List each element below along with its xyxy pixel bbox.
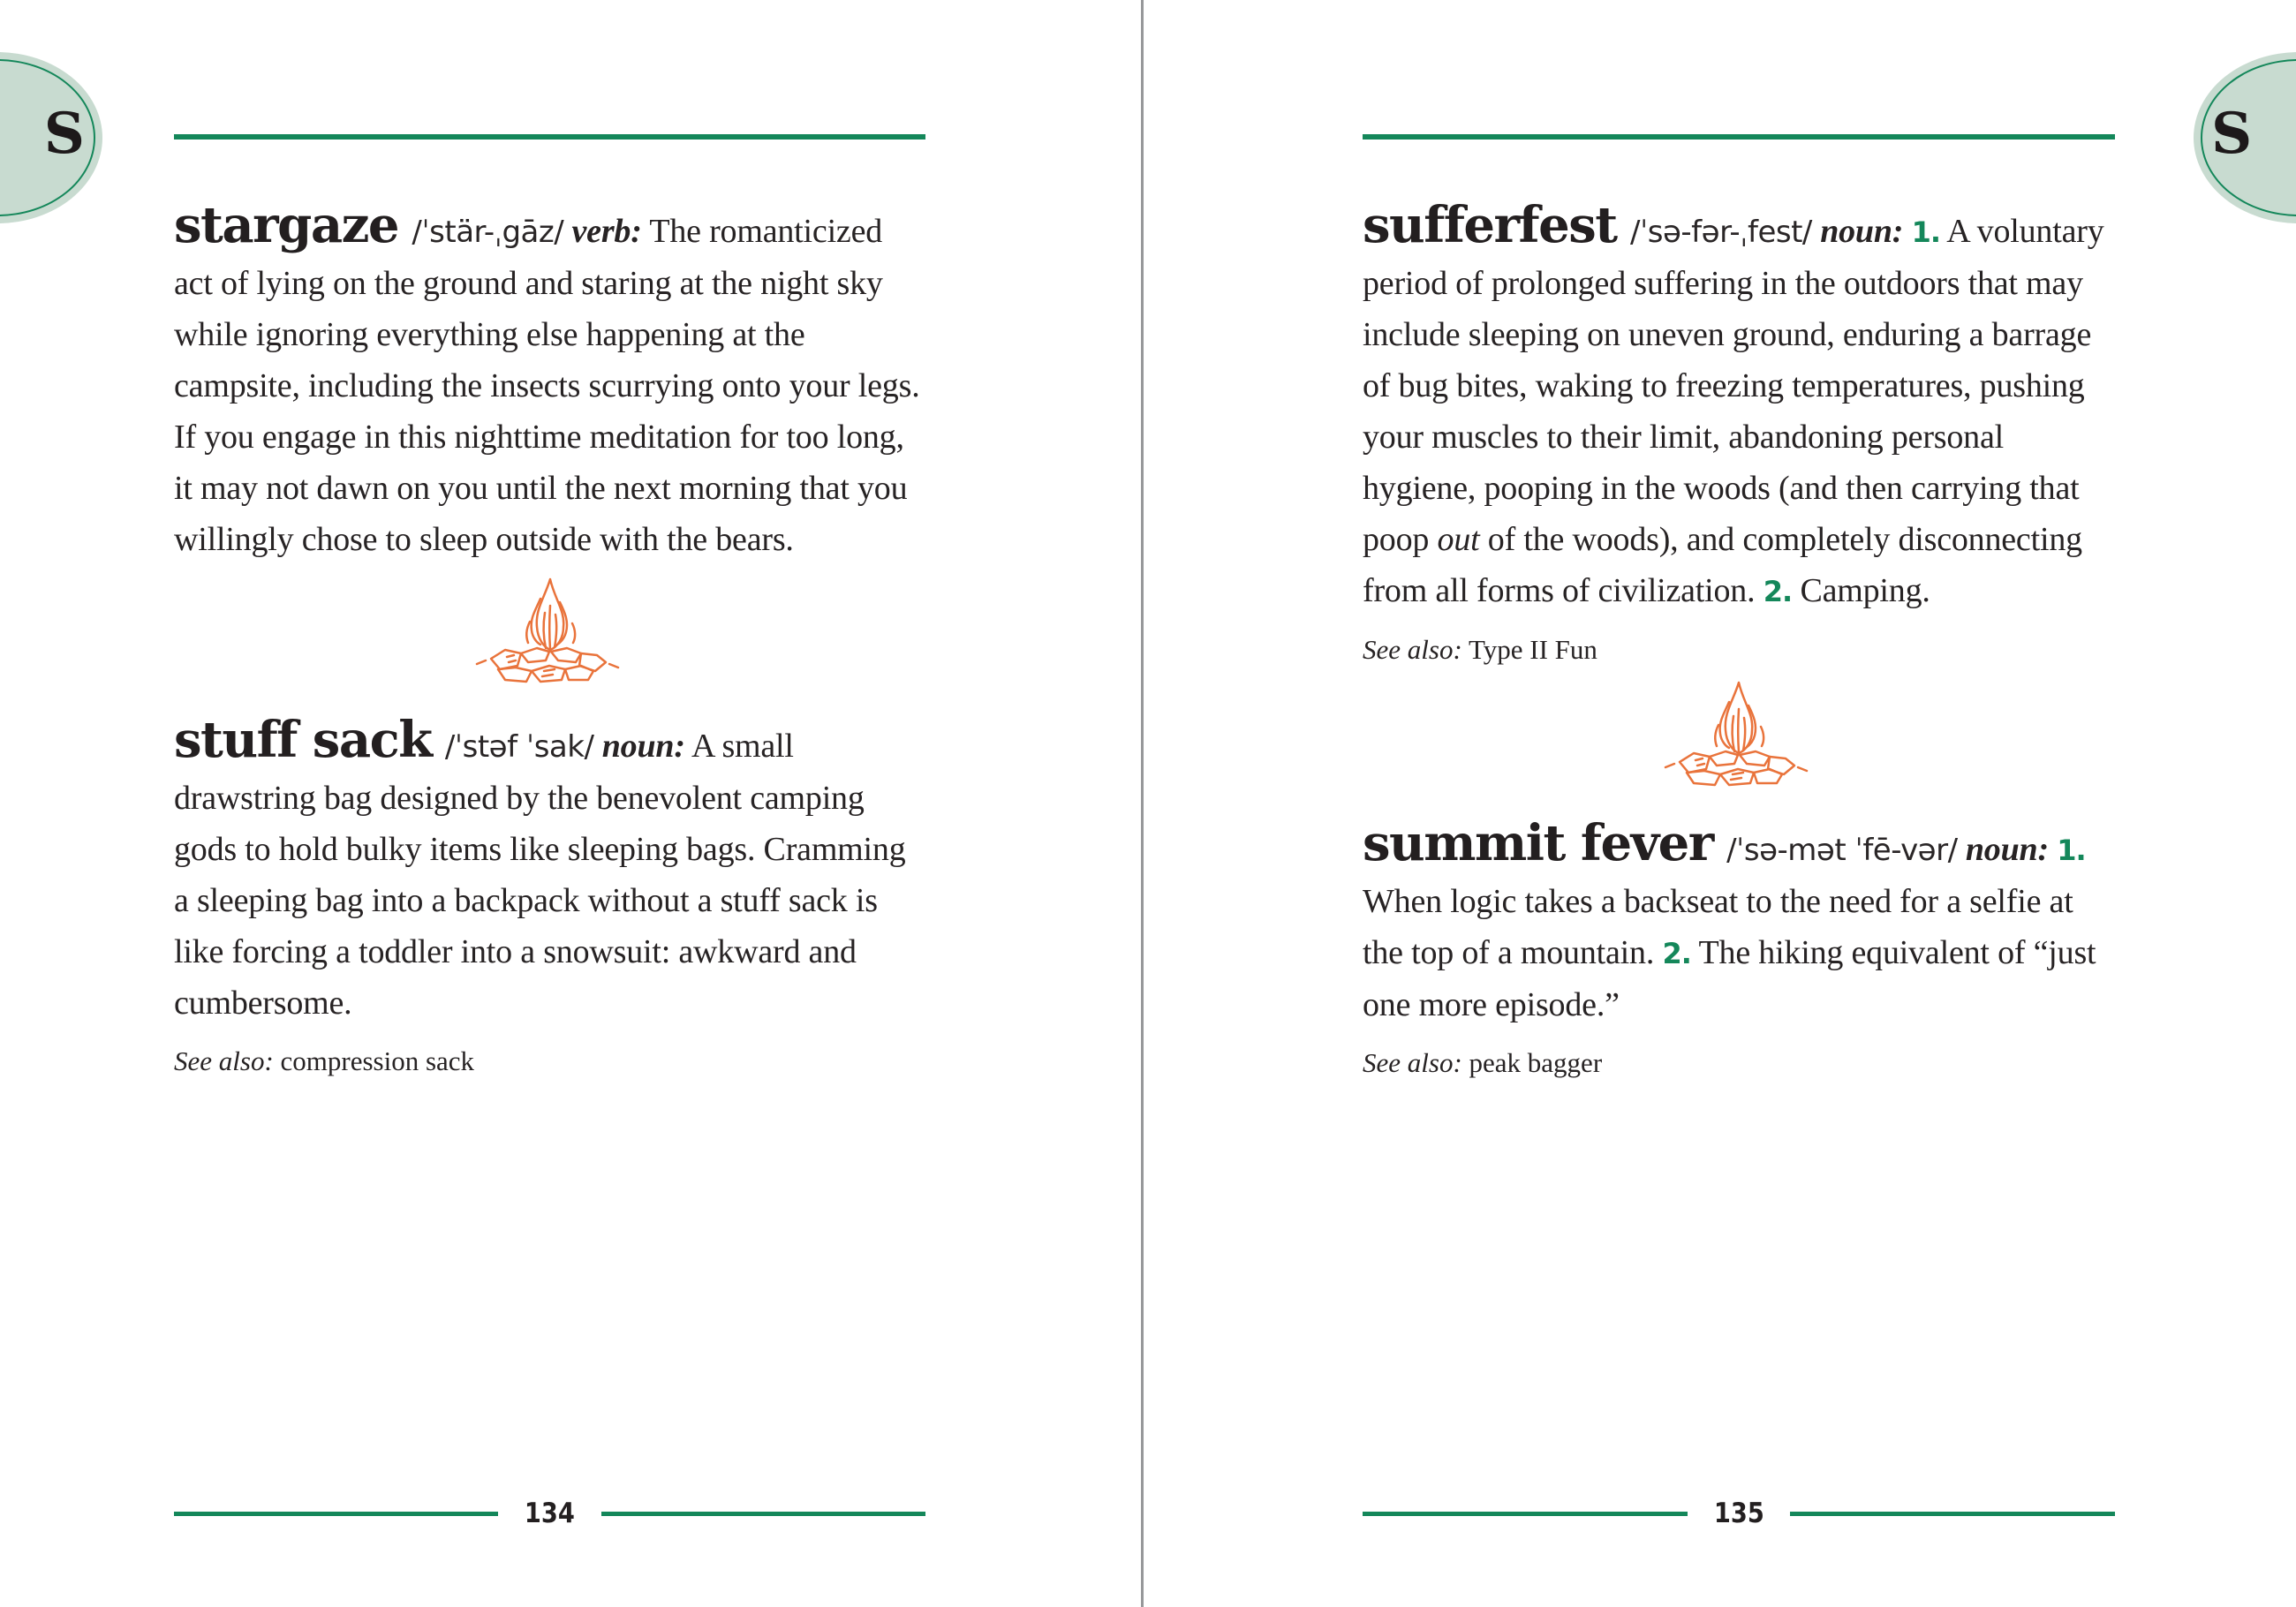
page-divider bbox=[1141, 0, 1144, 1607]
entry-summit-fever bbox=[1363, 814, 2115, 1082]
see-also-line bbox=[1363, 631, 2115, 668]
page-footer-right bbox=[1363, 1496, 2115, 1531]
campfire-icon bbox=[1363, 675, 2115, 795]
entry-pronunciation: /ˈstär-ˌgāz/ bbox=[412, 215, 564, 250]
sense-number: 2. bbox=[1763, 575, 1793, 608]
entry-pronunciation: /ˈsə-fər-ˌfest/ bbox=[1629, 215, 1812, 250]
section-letter: S bbox=[2211, 101, 2253, 167]
entry-paragraph bbox=[1363, 814, 2115, 1030]
sense-number: 1. bbox=[1911, 215, 1940, 249]
sense-number: 1. bbox=[2057, 834, 2086, 867]
see-also-line bbox=[1363, 1045, 2115, 1082]
sense-text: When logic takes a backseat to the need for a selfie at the top of a mountain. bbox=[1363, 883, 2073, 971]
footer-rule bbox=[601, 1512, 925, 1516]
section-rule-left bbox=[174, 134, 925, 140]
page-number: 134 bbox=[525, 1498, 575, 1529]
see-also-term: Type II Fun bbox=[1468, 634, 1597, 665]
sense-text: A voluntary period of prolonged suffering in the outdoors that may include sleeping on uneven ground, enduring a barrage of bug bites, waking to freezing temperatures, pushing your muscles to their limit, abandoning personal hygiene, pooping in the woods (and then carrying that poop bbox=[1363, 213, 2104, 558]
sense-text-italic: out bbox=[1437, 521, 1480, 558]
see-also-label: See also: bbox=[1363, 1047, 1462, 1078]
see-also-line bbox=[174, 1043, 925, 1080]
sense-text: Camping. bbox=[1800, 572, 1930, 609]
entry-part-of-speech: verb: bbox=[571, 213, 642, 250]
page-footer-left bbox=[174, 1496, 925, 1531]
entry-part-of-speech: noun: bbox=[1820, 213, 1904, 250]
footer-rule bbox=[1363, 1512, 1688, 1516]
entry-sufferfest bbox=[1363, 196, 2115, 668]
see-also-term: peak bagger bbox=[1469, 1047, 1603, 1078]
section-letter: S bbox=[43, 101, 85, 167]
entry-headword: sufferfest bbox=[1363, 196, 1617, 254]
sense-number: 2. bbox=[1662, 937, 1691, 970]
page-right bbox=[1148, 0, 2296, 1607]
page-number: 135 bbox=[1713, 1498, 1764, 1529]
entry-headword: stuff sack bbox=[174, 711, 432, 769]
sense-text: of the woods), and completely disconnecting from all forms of civilization. bbox=[1363, 521, 2082, 609]
campfire-icon bbox=[174, 572, 925, 691]
entry-pronunciation: /ˈstəf ˈsak/ bbox=[444, 729, 594, 765]
entry-paragraph bbox=[1363, 196, 2115, 617]
entry-headword: summit fever bbox=[1363, 814, 1713, 872]
footer-rule bbox=[174, 1512, 498, 1516]
see-also-label: See also: bbox=[1363, 634, 1462, 665]
entry-stuff-sack bbox=[174, 711, 925, 1080]
entry-stargaze bbox=[174, 196, 925, 565]
sense-text: The hiking equivalent of “just one more episode.” bbox=[1363, 934, 2096, 1023]
entry-paragraph bbox=[174, 196, 925, 565]
entry-headword: stargaze bbox=[174, 196, 399, 254]
see-also-term: compression sack bbox=[280, 1045, 475, 1076]
entry-paragraph bbox=[174, 711, 925, 1029]
entry-pronunciation: /ˈsə-mət ˈfē-vər/ bbox=[1726, 833, 1958, 868]
entry-part-of-speech: noun: bbox=[1965, 831, 2049, 868]
entry-part-of-speech: noun: bbox=[601, 728, 685, 765]
entry-definition: A small drawstring bag designed by the benevolent camping gods to hold bulky items like sleeping bags. Cramming a sleeping bag into a backpack without a stuff sack is like forcing a toddler into a snowsuit: awkward and cumbersome. bbox=[174, 728, 906, 1022]
footer-rule bbox=[1790, 1512, 2115, 1516]
see-also-label: See also: bbox=[174, 1045, 274, 1076]
entry-definition: The romanticized act of lying on the ground and staring at the night sky while ignoring everything else happening at the campsite, including the insects scurrying onto your legs. If you engage in this nighttime meditation for too long, it may not dawn on you until the next morning that you willingly chose to sleep outside with the bears. bbox=[174, 213, 920, 558]
section-rule-right bbox=[1363, 134, 2115, 140]
